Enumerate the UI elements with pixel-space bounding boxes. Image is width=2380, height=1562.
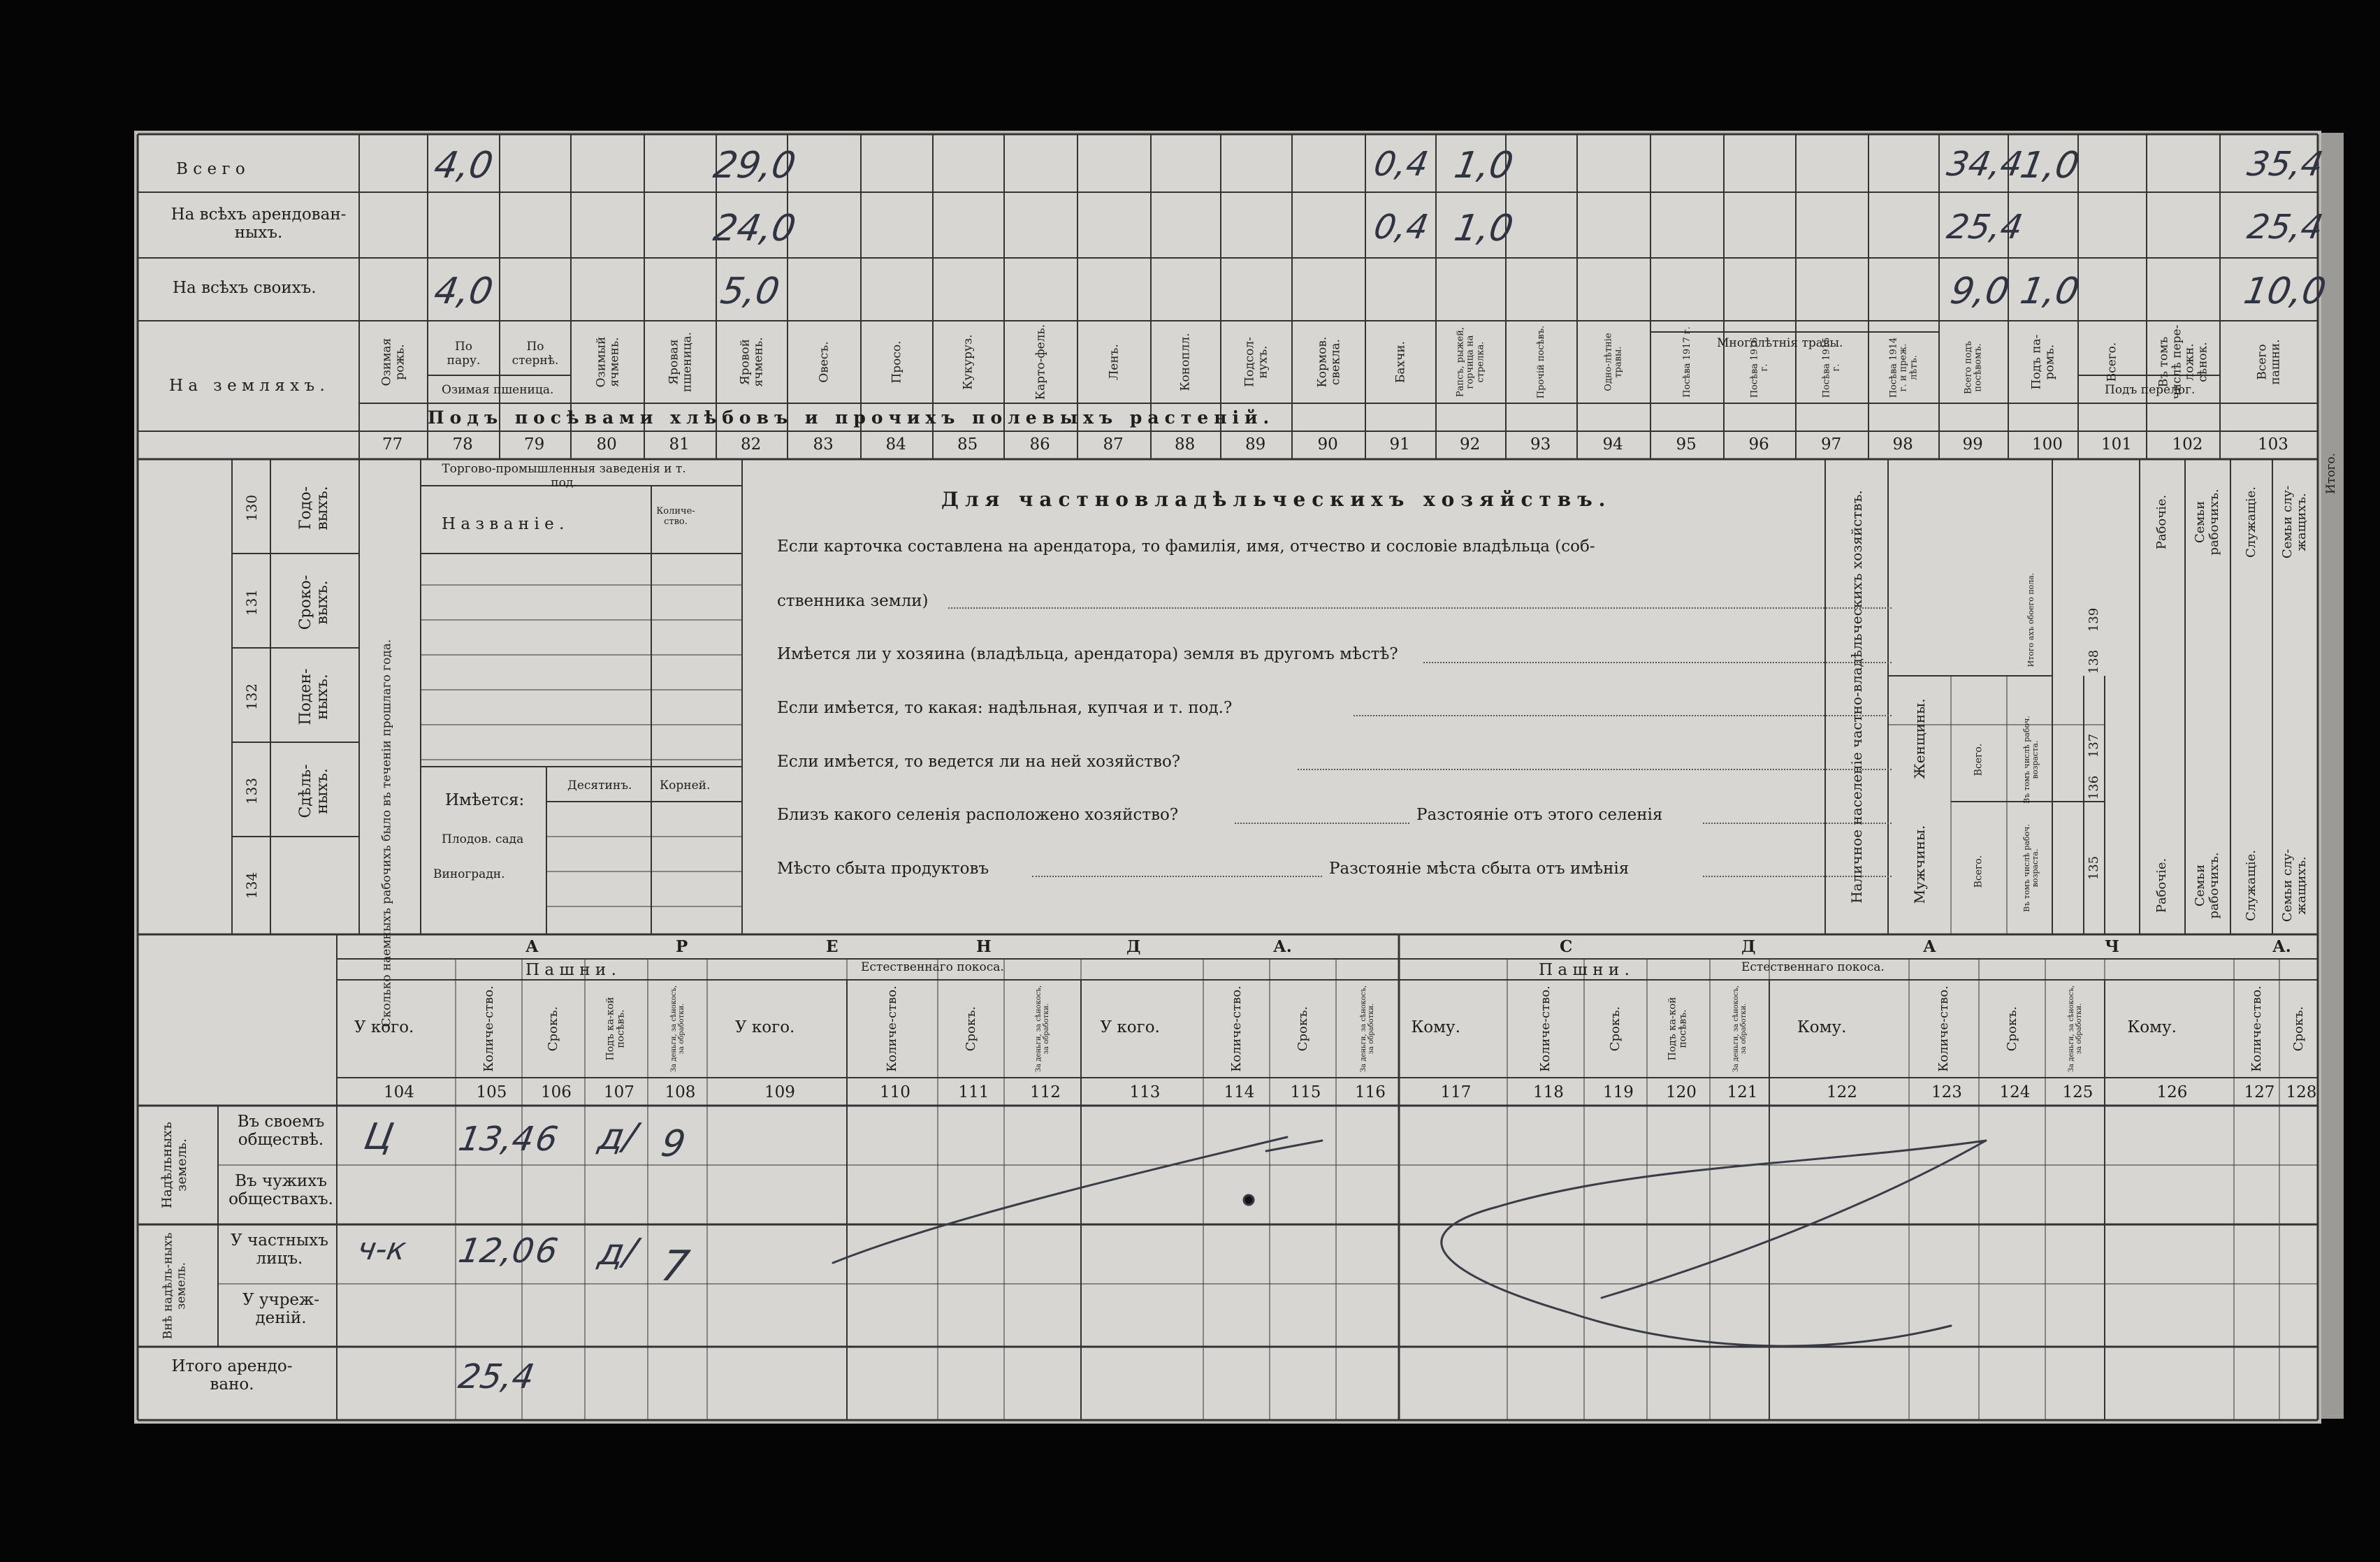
pop-col-staff-bottom: Служащіе. — [2244, 850, 2259, 921]
perennial-subheader: Многолѣтнія травы. — [1717, 336, 1843, 350]
col-number-79: 79 — [524, 435, 545, 454]
hired-workers-title: Сколько наемныхъ рабочихъ было въ теченіи прошлаго года. — [379, 639, 394, 1027]
lease-col-105: 105 — [476, 1083, 507, 1101]
col-number-97: 97 — [1821, 435, 1842, 454]
women-label: Женщины. — [1911, 698, 1928, 779]
allotment-group: Надѣльныхъ земель. — [159, 1121, 189, 1209]
women-working: Въ томъ числѣ рабоч. возраста. — [2022, 716, 2040, 804]
komu-header: Кому. — [1411, 1018, 1460, 1036]
row-total-leased: Итого арендо-вано. — [171, 1357, 293, 1394]
crop-header-19: Посѣва 1916 г. — [1749, 337, 1770, 398]
dotted-line — [948, 607, 1892, 609]
trade-col-qty: Количе-ство. — [656, 506, 695, 527]
col-number-95: 95 — [1676, 435, 1697, 454]
worker-type-2: Поден-ныхъ. — [296, 668, 331, 725]
payment-header: За деньги, за сѣнокосъ, за обработки. — [2067, 985, 2083, 1073]
quantity-header: Количе-ство. — [885, 985, 900, 1072]
handwritten-value: 24,0 — [710, 208, 799, 250]
sdacha-letter-1: Д — [1741, 937, 1756, 956]
row-number-131: 131 — [243, 588, 260, 616]
pop-col-staff: Служащіе. — [2244, 486, 2259, 558]
crop-header-18: Посѣва 1917 г. — [1681, 326, 1692, 398]
private-line-4: Если имѣется, то какая: надѣльная, купчая и т. под.? — [777, 699, 1233, 717]
men-label: Мужчины. — [1911, 825, 1928, 904]
handwritten-value: 4,0 — [430, 145, 496, 187]
pop-col-staff-families-bottom: Семьи слу-жащихъ. — [2280, 848, 2309, 923]
row-number-132: 132 — [243, 683, 260, 711]
lease-col-127: 127 — [2244, 1083, 2275, 1101]
row-label-svoih: На всѣхъ своихъ. — [173, 279, 317, 297]
row-number-133: 133 — [243, 777, 260, 805]
pop-col-worker-families-bottom: Семьи рабочихъ. — [2193, 852, 2221, 919]
arenda-letter-3: Н — [976, 937, 992, 956]
wheat-subheader: Озимая пшеница. — [442, 383, 554, 397]
crop-header-13: Кормов. свекла. — [1314, 336, 1342, 388]
lease-col-115: 115 — [1290, 1083, 1321, 1101]
arenda-letter-4: Д — [1126, 937, 1141, 956]
trade-has-label: Имѣется: — [445, 791, 525, 809]
u-kogo-header: У кого. — [354, 1018, 414, 1036]
crop-header-2: По стернѣ. — [511, 340, 559, 368]
crop-header-25: Въ томъ числѣ пере-ложн. сѣнок. — [2156, 324, 2210, 400]
pop-num-138: 138 — [2087, 649, 2102, 674]
both-total: Итого ахъ обоего пола. — [2026, 572, 2036, 667]
handwritten-value: 1,0 — [1451, 145, 1516, 187]
col-number-84: 84 — [885, 435, 906, 454]
term-header: Срокъ. — [963, 1006, 978, 1052]
row-private-persons: У частныхъ лицъ. — [231, 1231, 328, 1268]
sdacha-letter-4: А. — [2272, 937, 2291, 956]
row-label-arend: На всѣхъ арендован-ныхъ. — [170, 205, 347, 243]
col-number-90: 90 — [1317, 435, 1338, 454]
lease-col-118: 118 — [1533, 1083, 1564, 1101]
private-line-8: Мѣсто сбыта продуктовъ — [777, 860, 989, 878]
col-number-102: 102 — [2172, 435, 2203, 454]
crop-header-17: Одно-лѣтніе травы. — [1603, 333, 1624, 391]
private-line-9: Разстояніе мѣста сбыта отъ имѣнія — [1329, 860, 1630, 878]
lease-col-107: 107 — [604, 1083, 634, 1101]
crop-header-1: По пару. — [447, 340, 481, 368]
crop-header-4: Яровая пшеница. — [666, 331, 694, 393]
col-number-77: 77 — [382, 435, 403, 454]
private-line-3: Имѣется ли у хозяина (владѣльца, арендатора) земля въ другомъ мѣстѣ? — [777, 645, 1398, 663]
u-kogo-header: У кого. — [735, 1018, 795, 1036]
crop-header-15: Рапсъ, рыжей, горчица на стрелка. — [1455, 326, 1486, 398]
komu-header: Кому. — [2127, 1018, 2177, 1036]
lease-col-125: 125 — [2062, 1083, 2094, 1101]
quantity-header: Количе-ство. — [1228, 985, 1244, 1072]
worker-type-1: Сроко-выхъ. — [296, 574, 331, 630]
hand-row1-term: 6 — [532, 1120, 561, 1159]
worker-type-3: Сдѣль-ныхъ. — [296, 764, 331, 818]
col-number-80: 80 — [596, 435, 617, 454]
handwritten-value: 1,0 — [2017, 270, 2082, 312]
handwritten-value: 34,4 — [1944, 145, 2026, 184]
col-number-92: 92 — [1460, 435, 1481, 454]
crop-header-11: Коноплл. — [1178, 333, 1193, 391]
pop-num-139: 139 — [2087, 607, 2102, 632]
handwritten-value: 1,0 — [2017, 145, 2082, 187]
crop-header-20: Посѣва 1915 г. — [1821, 337, 1842, 398]
term-header: Срокъ. — [2004, 1006, 2019, 1052]
dotted-line — [1235, 823, 1409, 824]
col-number-99: 99 — [1962, 435, 1983, 454]
men-total: Всего. — [1973, 855, 1984, 888]
dotted-line — [1298, 769, 1892, 770]
hand-row3-term: 6 — [532, 1231, 561, 1271]
lease-col-110: 110 — [880, 1083, 910, 1101]
col-number-87: 87 — [1103, 435, 1124, 454]
lease-col-116: 116 — [1355, 1083, 1386, 1101]
term-header: Срокъ. — [546, 1006, 561, 1052]
private-line-1: Если карточка составлена на арендатора, то фамилія, имя, отчество и сословіе владѣльца (соб- — [777, 537, 1595, 556]
term-header: Срокъ. — [1608, 1006, 1623, 1052]
lease-col-106: 106 — [541, 1083, 572, 1101]
handwritten-value: 5,0 — [717, 270, 783, 312]
row-other-community: Въ чужихъ обществахъ. — [228, 1172, 333, 1209]
women-total: Всего. — [1973, 743, 1984, 776]
pop-num-135: 135 — [2087, 855, 2102, 881]
hand-row3-pay: 7 — [657, 1242, 693, 1291]
pop-col-workers-bottom: Рабочіе. — [2154, 858, 2170, 913]
komu-header: Кому. — [1797, 1018, 1847, 1036]
arenda-letter-1: Р — [676, 937, 688, 956]
handwritten-value: 35,4 — [2244, 145, 2326, 184]
col-number-98: 98 — [1892, 435, 1913, 454]
lease-col-109: 109 — [764, 1083, 795, 1101]
lease-col-112: 112 — [1030, 1083, 1061, 1101]
crop-header-23: Подъ па-ромъ. — [2029, 334, 2056, 390]
trade-korney: Корней. — [660, 779, 711, 793]
hand-row1-pay: 9 — [658, 1123, 689, 1165]
lease-col-114: 114 — [1224, 1083, 1255, 1101]
pokos-label: Естественнаго покоса. — [861, 960, 1004, 974]
quantity-header: Количе-ство. — [481, 985, 496, 1072]
handwritten-value: 29,0 — [710, 145, 799, 187]
payment-header: За деньги, за сѣнокосъ, за обработки. — [669, 985, 685, 1073]
col-number-93: 93 — [1530, 435, 1551, 454]
lease-col-128: 128 — [2286, 1083, 2317, 1101]
lease-col-121: 121 — [1727, 1083, 1758, 1101]
crop-header-22: Всего подъ посѣвомъ. — [1963, 340, 1984, 395]
private-line-7: Разстояніе отъ этого селенія — [1416, 806, 1663, 824]
trade-orchard: Плодов. сада — [442, 832, 524, 846]
sdacha-letter-2: А — [1923, 937, 1936, 956]
lease-col-117: 117 — [1440, 1083, 1472, 1101]
row-number-130: 130 — [243, 494, 260, 522]
lease-col-126: 126 — [2156, 1083, 2188, 1101]
private-line-6: Близъ какого селенія расположено хозяйство? — [777, 806, 1179, 824]
payment-header: За деньги, за сѣнокосъ, за обработки. — [1732, 985, 1748, 1073]
handwritten-value: 25,4 — [2244, 208, 2326, 247]
lease-col-108: 108 — [665, 1083, 696, 1101]
crop-header-14: Бахчи. — [1393, 340, 1408, 384]
row-label-vsego: Всего — [176, 160, 251, 178]
crop-header-26: Всего пашни. — [2255, 339, 2282, 385]
pop-col-staff-families: Семьи слу-жащихъ. — [2280, 485, 2309, 559]
hand-row1-who: Ц — [361, 1116, 397, 1158]
crop-header-21: Посѣва 1914 г. и преж. лѣтъ. — [1888, 337, 1919, 398]
crop-purpose-header: Подъ ка-кой посѣвъ. — [1667, 997, 1689, 1061]
trade-vineyard: Виноградн. — [433, 867, 505, 881]
quantity-header: Количе-ство. — [1538, 985, 1553, 1072]
handwritten-value: 10,0 — [2240, 270, 2330, 312]
pop-num-136: 136 — [2087, 775, 2102, 800]
sdacha-letter-0: С — [1560, 937, 1573, 956]
dotted-line — [1423, 662, 1892, 663]
row-label-zemlyah: На земляхъ. — [169, 377, 331, 395]
handwritten-value: 0,4 — [1371, 145, 1432, 184]
quantity-header: Количе-ство. — [1936, 985, 1952, 1072]
hand-row1-qty: 13,4 — [456, 1120, 537, 1159]
pashni-label: Пашни. — [525, 961, 622, 979]
men-working: Въ томъ числѣ рабоч. возраста. — [2022, 824, 2040, 912]
lease-col-119: 119 — [1603, 1083, 1634, 1101]
crop-header-0: Озимая рожь. — [379, 338, 407, 386]
handwritten-value: 9,0 — [1947, 270, 2012, 312]
pop-col-workers: Рабочіе. — [2154, 494, 2170, 550]
row-own-community: Въ своемъ обществѣ. — [237, 1113, 325, 1150]
census-card-sheet — [134, 131, 2338, 1424]
crop-header-9: Карто-фель. — [1033, 324, 1048, 400]
payment-header: За деньги, за сѣнокосъ, за обработки. — [1035, 985, 1050, 1073]
term-header: Срокъ. — [1295, 1006, 1310, 1052]
crop-header-8: Кукуруз. — [961, 334, 975, 390]
row-number-134: 134 — [243, 872, 260, 899]
handwritten-value: 25,4 — [1944, 208, 2026, 247]
col-number-101: 101 — [2101, 435, 2132, 454]
arenda-letter-0: А — [525, 937, 539, 956]
lease-col-124: 124 — [1999, 1083, 2031, 1101]
crop-header-24: Всего. — [2105, 342, 2119, 382]
col-number-81: 81 — [669, 435, 690, 454]
term-header: Срокъ. — [2291, 1006, 2306, 1052]
col-number-103: 103 — [2258, 435, 2288, 454]
payment-header: За деньги, за сѣнокосъ, за обработки. — [1360, 985, 1375, 1073]
quantity-header: Количе-ство. — [2249, 985, 2264, 1072]
handwritten-value: 0,4 — [1371, 208, 1432, 247]
col-number-82: 82 — [741, 435, 762, 454]
form-ruling — [134, 131, 2321, 1424]
crop-header-5: Яровой ячмень. — [738, 337, 765, 387]
col-number-83: 83 — [813, 435, 834, 454]
crop-banner: Подъ посѣвами хлѣбовъ и прочихъ полевыхъ растеній. — [428, 407, 1275, 428]
lease-col-120: 120 — [1666, 1083, 1697, 1101]
row-institutions: У учреж-деній. — [242, 1291, 319, 1328]
crop-header-6: Овесъ. — [817, 341, 832, 383]
pop-num-137: 137 — [2087, 733, 2102, 758]
trade-desyatin: Десятинъ. — [567, 779, 632, 793]
u-kogo-header: У кого. — [1100, 1018, 1160, 1036]
lease-col-113: 113 — [1129, 1083, 1161, 1101]
arenda-letter-2: Е — [826, 937, 839, 956]
lease-col-123: 123 — [1931, 1083, 1962, 1101]
trade-title: Торгово-промышленныя заведенія и т. под. — [442, 462, 686, 490]
hand-row3-type: д/ — [595, 1231, 640, 1273]
private-line-5: Если имѣется, то ведется ли на ней хозяйство? — [777, 753, 1181, 771]
hand-row3-who: ч-к — [354, 1231, 409, 1267]
pashni-label-2: Пашни. — [1539, 961, 1635, 979]
pop-col-worker-families: Семьи рабочихъ. — [2193, 489, 2221, 556]
crop-header-3: Озимый ячмень. — [593, 336, 621, 388]
lease-col-111: 111 — [958, 1083, 989, 1101]
col-number-89: 89 — [1245, 435, 1266, 454]
crop-header-7: Просо. — [890, 340, 904, 384]
private-line-2: ственника земли) — [777, 592, 929, 610]
col-number-85: 85 — [957, 435, 978, 454]
worker-type-0: Годо-выхъ. — [296, 486, 331, 530]
col-number-100: 100 — [2032, 435, 2063, 454]
handwritten-value: 1,0 — [1451, 208, 1516, 250]
sdacha-letter-3: Ч — [2105, 937, 2120, 956]
lease-col-122: 122 — [1827, 1083, 1857, 1101]
col-number-94: 94 — [1602, 435, 1623, 454]
crop-header-10: Ленъ. — [1107, 344, 1122, 380]
dotted-line — [1032, 876, 1322, 877]
crop-header-16: Прочій посѣвъ. — [1535, 325, 1546, 399]
fallow-subheader: Подъ перелог. — [2105, 383, 2196, 397]
hand-row1-type: д/ — [595, 1116, 640, 1158]
col-number-86: 86 — [1029, 435, 1050, 454]
pokos-label-2: Естественнаго покоса. — [1741, 960, 1885, 974]
crop-header-12: Подсол-нухъ. — [1242, 337, 1270, 387]
pop-col-total-top: Итого. — [2324, 452, 2338, 494]
hand-total: 25,4 — [456, 1357, 537, 1396]
col-number-96: 96 — [1748, 435, 1769, 454]
lease-col-104: 104 — [384, 1083, 414, 1101]
next-page-edge — [2319, 133, 2344, 1419]
crop-purpose-header: Подъ ка-кой посѣвъ. — [604, 997, 627, 1061]
arenda-letter-5: А. — [1273, 937, 1292, 956]
hand-row3-qty: 12,0 — [456, 1231, 537, 1271]
handwritten-value: 4,0 — [430, 270, 496, 312]
dotted-line — [1354, 715, 1892, 716]
col-number-91: 91 — [1389, 435, 1410, 454]
non-allotment-group: Внѣ надѣль-ныхъ земель. — [161, 1232, 188, 1339]
trade-col-name: Названіе. — [442, 515, 569, 533]
col-number-88: 88 — [1175, 435, 1196, 454]
private-title: Для частновладѣльческихъ хозяйствъ. — [941, 488, 1612, 511]
col-number-78: 78 — [452, 435, 473, 454]
population-title: Наличное населеніе частно-владѣльческихъ хозяйствъ. — [1848, 490, 1865, 904]
